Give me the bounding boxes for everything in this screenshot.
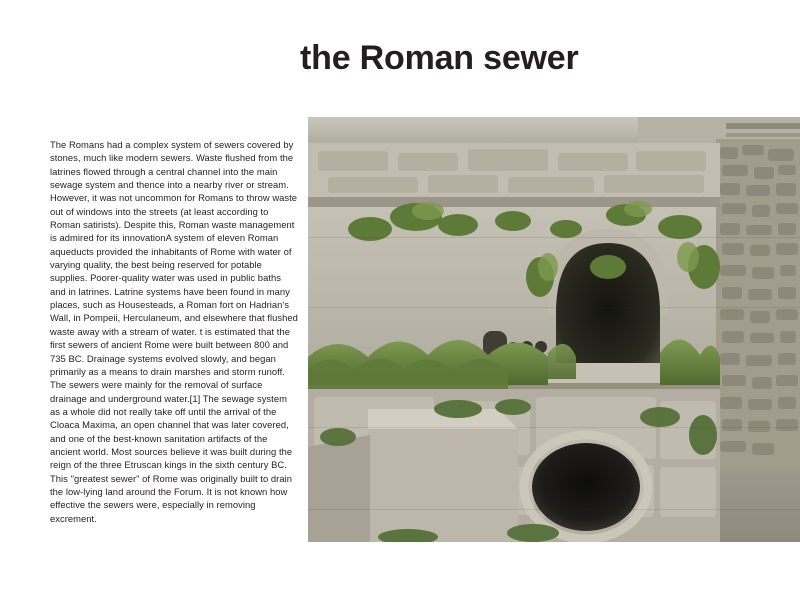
roman-sewer-photo xyxy=(308,117,800,542)
body-paragraph: The Romans had a complex system of sewers covered by stones, much like modern sewers. Waste flushed from the latrines flowed through a central channel into the main sewage system and thence into a nearby river or stream. However, it was not uncommon for Romans to throw waste out of windows into the streets (at least according to Roman satirists). Despite this, Roman waste management is admired for its innovationA system of eleven Roman aqueducts provided the inhabitants of Rome with water of varying quality, the best being reserved for potable supplies. Poorer-quality water was used in public baths and in latrines. Latrine systems have been found in many places, such as Housesteads, a Roman fort on Hadrian's Wall, in Pompeii, Herculaneum, and elsewhere that flushed waste away with a stream of water. t is estimated that the first sewers of ancient Rome were built between 800 and 735 BC. Drainage systems evolved slowly, and began primarily as a means to drain marshes and storm runoff. The sewers were mainly for the removal of surface drainage and underground water.[1] The sewage system as a whole did not really take off until the arrival of the Cloaca Maxima, an open channel that was later covered, and one of the best-known sanitation artifacts of the ancient world. Most sources believe it was built during the reign of the three Etruscan kings in the sixth century BC. This "greatest sewer" of Rome was originally built to drain the low-lying land around the Forum. It is not known how effective the sewers were, especially in removing excrement. xyxy=(50,139,298,524)
page-title: the Roman sewer xyxy=(300,39,579,77)
